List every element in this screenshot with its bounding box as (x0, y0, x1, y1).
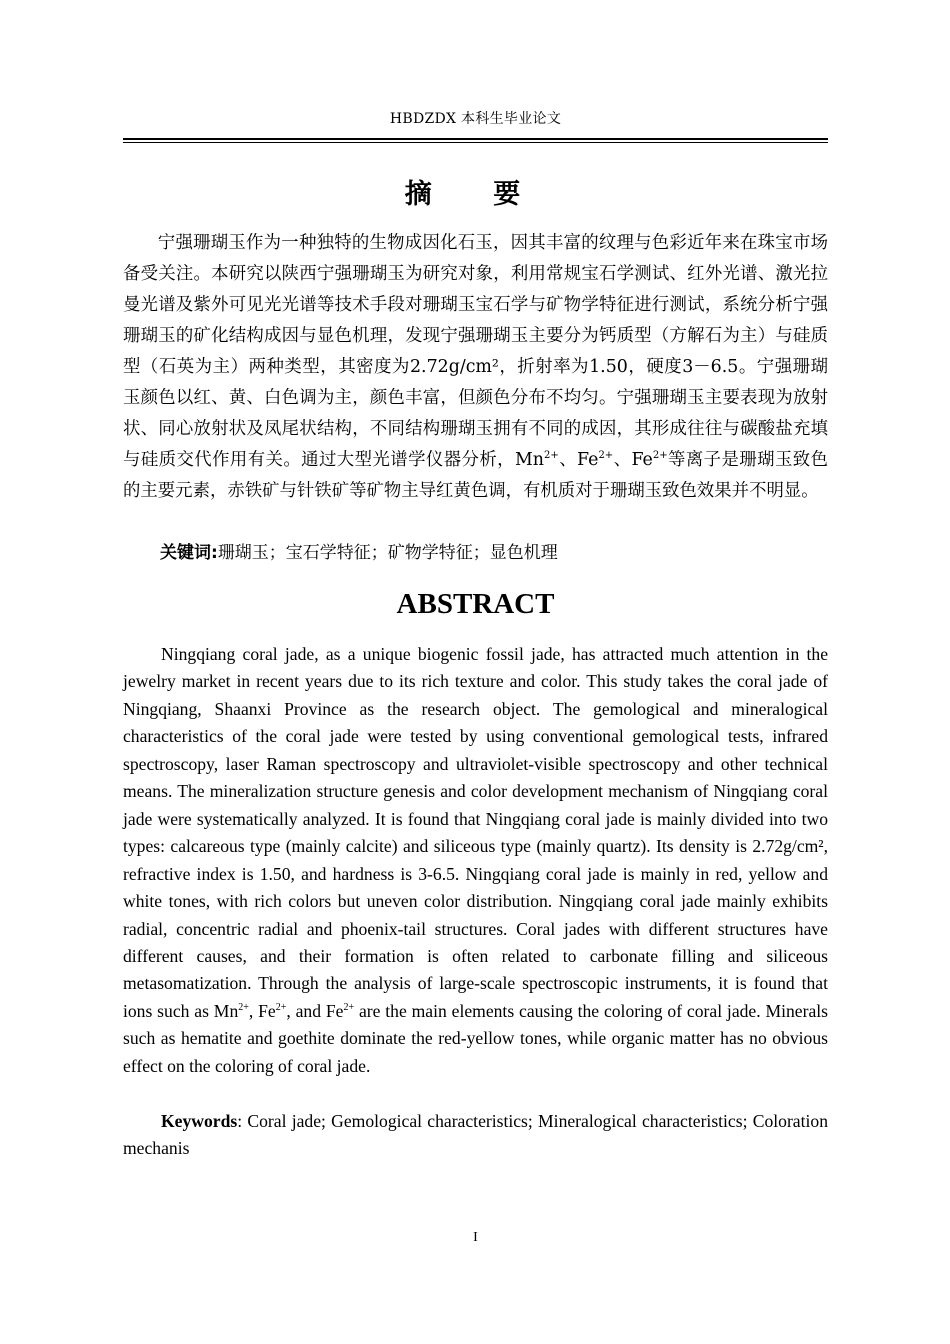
chinese-keywords (160, 538, 558, 563)
english-abstract-body (123, 641, 828, 1080)
english-keywords (123, 1108, 828, 1163)
english-abstract-text-2: are the main elements causing the coloring of coral jade. Minerals such as hematite and goethite dominate the red-yellow tones, while organic matter has no obvious effect on the coloring of coral jade. (123, 1000, 829, 1076)
ion-fe-charge: 2+ (275, 1002, 287, 1014)
ion-separator: 、 (558, 450, 578, 470)
chinese-keywords-list: 珊瑚玉；宝石学特征；矿物学特征；显色机理 (217, 543, 558, 563)
ion-fe: Fe (258, 1000, 276, 1021)
english-keywords-list: : Coral jade; Gemological characteristics; Mineralogical characteristics; Coloration mechanis (123, 1111, 828, 1159)
chinese-abstract-text-1: 宁强珊瑚玉作为一种独特的生物成因化石玉，因其丰富的纹理与色彩近年来在珠宝市场备受关注。本研究以陕西宁强珊瑚玉为研究对象，利用常规宝石学测试、红外光谱、激光拉曼光谱及紫外可见光光谱等技术手段对珊瑚玉宝石学与矿物学特征进行测试，系统分析宁强珊瑚玉的矿化结构成因与显色机理，发现宁强珊瑚玉主要分为钙质型（方解石为主）与硅质型（石英为主）两种类型，其密度为2.72g/cm²，折射率为1.50，硬度3－6.5。宁强珊瑚玉颜色以红、黄、白色调为主，颜色丰富，但颜色分布不均匀。宁强珊瑚玉主要表现为放射状、同心放射状及凤尾状结构，不同结构珊瑚玉拥有不同的成因，其形成往往与碳酸盐充填与硅质交代作用有关。通过大型光谱学仪器分析， (123, 233, 828, 470)
running-header: HBDZDX 本科生毕业论文 (389, 111, 562, 127)
ion-mn: Mn (213, 1000, 239, 1021)
header-rule-thick (123, 138, 828, 140)
ion-fe-charge: 2+ (598, 450, 614, 462)
ion-fe-charge: 2+ (343, 1002, 355, 1014)
ion-fe-charge: 2+ (652, 450, 668, 462)
ion-mn-charge: 2+ (544, 450, 559, 462)
ion-fe: Fe (631, 450, 653, 470)
english-abstract-text-1: Ningqiang coral jade, as a unique biogenic fossil jade, has attracted much attention in the jewelry market in recent years due to its rich texture and color. This study takes the coral jade of Ningqiang, Shaanxi Province as the research object. The gemological and mineralogical characteristics of the coral jade were tested by using conventional gemological tests, infrared spectroscopy, laser Raman spectroscopy and ultraviolet-visible spectroscopy and other technical means. The mineralization structure genesis and color development mechanism of Ningqiang coral jade were systematically analyzed. It is found that Ningqiang coral jade is mainly divided into two types: calcareous type (mainly calcite) and siliceous type (mainly quartz). Its density is 2.72g/cm², refractive index is 1.50, and hardness is 3-6.5. Ningqiang coral jade is mainly in red, yellow and white tones, with rich colors but uneven color distribution. Ningqiang coral jade mainly exhibits radial, concentric radial and phoenix-tail structures. Coral jades with different structures have different causes, and their formation is often related to carbonate filling and siliceous metasomatization. Through the analysis of large-scale spectroscopic instruments, it is found that ions such as (123, 644, 828, 1021)
ion-separator: , (248, 1000, 259, 1021)
chinese-abstract-title: 摘 要 (404, 179, 547, 210)
page-number: I (473, 1230, 478, 1245)
ion-fe: Fe (577, 450, 599, 470)
ion-fe: Fe (325, 1000, 344, 1021)
chinese-abstract-text-2: 等离子是珊瑚玉致色的主要元素，赤铁矿与针铁矿等矿物主导红黄色调，有机质对于珊瑚玉致色效果并不明显。 (123, 450, 828, 501)
english-keywords-label: Keywords (161, 1111, 238, 1131)
ion-mn-charge: 2+ (238, 1002, 249, 1014)
chinese-keywords-label: 关键词: (160, 543, 218, 563)
ion-separator: , and (286, 1000, 326, 1021)
english-abstract-title: ABSTRACT (396, 588, 555, 620)
ion-separator: 、 (613, 450, 632, 470)
header-rule-thin (123, 142, 828, 143)
chinese-abstract-body (123, 228, 828, 507)
ion-mn: Mn (515, 450, 545, 470)
